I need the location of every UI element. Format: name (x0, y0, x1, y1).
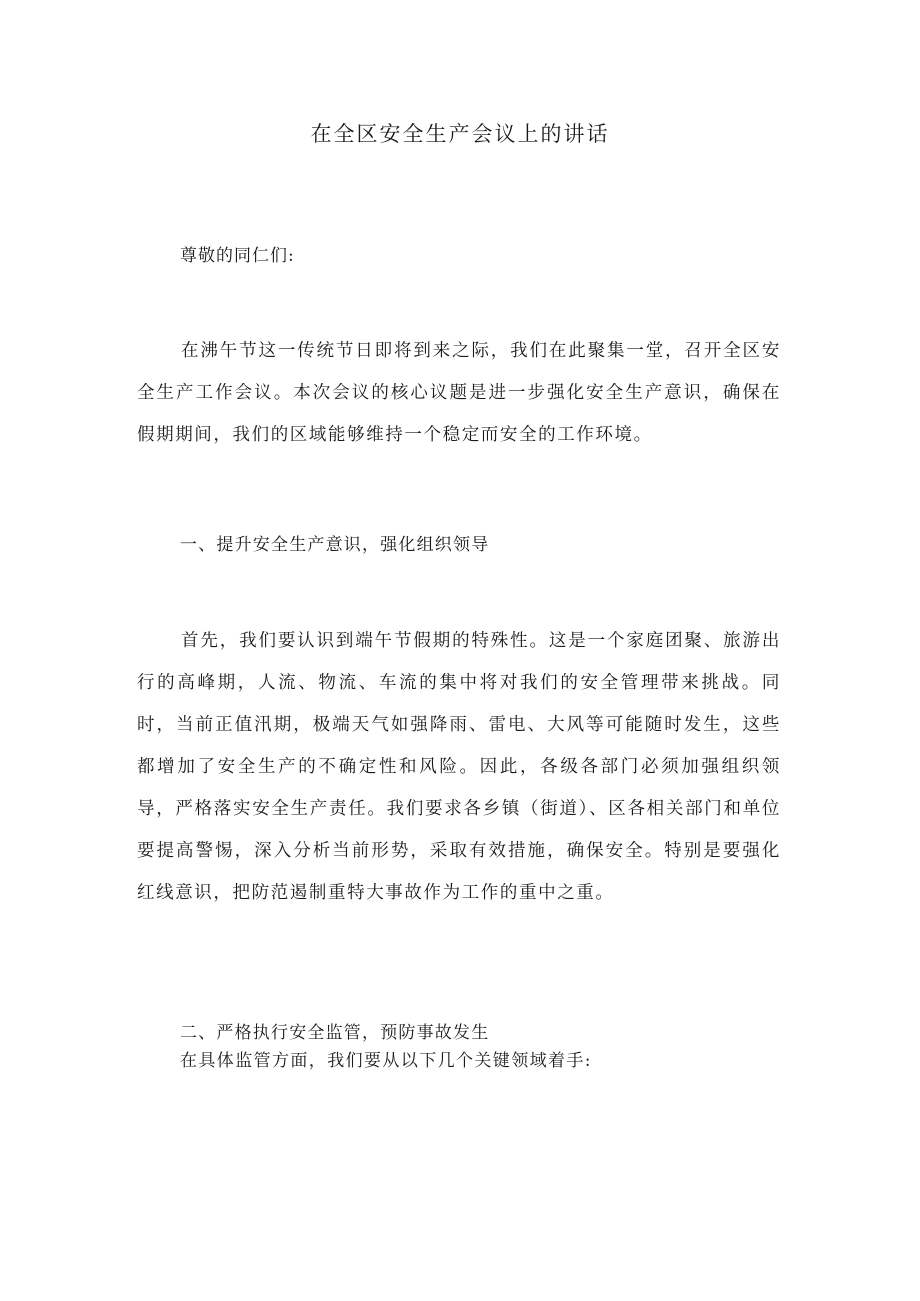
section-2-lead: 在具体监管方面，我们要从以下几个关键领域着手: (180, 1051, 592, 1071)
intro-paragraph: 在沸午节这一传统节日即将到来之际，我们在此聚集一堂，召开全区安全生产工作会议。本次会议的核心议题是进一步强化安全生产意识，确保在假期期间，我们的区域能够维持一个稳定而安全的工作环境。 (137, 341, 781, 445)
salutation: 尊敬的同仁们: (180, 246, 295, 266)
section-heading-1: 一、提升安全生产意识，强化组织领导 (180, 535, 490, 555)
section-heading-2: 二、严格执行安全监管，预防事故发生 (180, 1023, 490, 1043)
section-1-paragraph: 首先，我们要认识到端午节假期的特殊性。这是一个家庭团聚、旅游出行的高峰期，人流、物流、车流的集中将对我们的安全管理带来挑战。同时，当前正值汛期，极端天气如强降雨、雷电、大风等可能随时发生，这些都增加了安全生产的不确定性和风险。因此，各级各部门必须加强组织领导，严格落实安全生产责任。我们要求各乡镇（街道）、区各相关部门和单位要提高警惕，深入分析当前形势，采取有效措施，确保安全。特别是要强化红线意识，把防范遏制重特大事故作为工作的重中之重。 (137, 631, 781, 903)
document-title: 在全区安全生产会议上的讲话 (310, 122, 610, 146)
